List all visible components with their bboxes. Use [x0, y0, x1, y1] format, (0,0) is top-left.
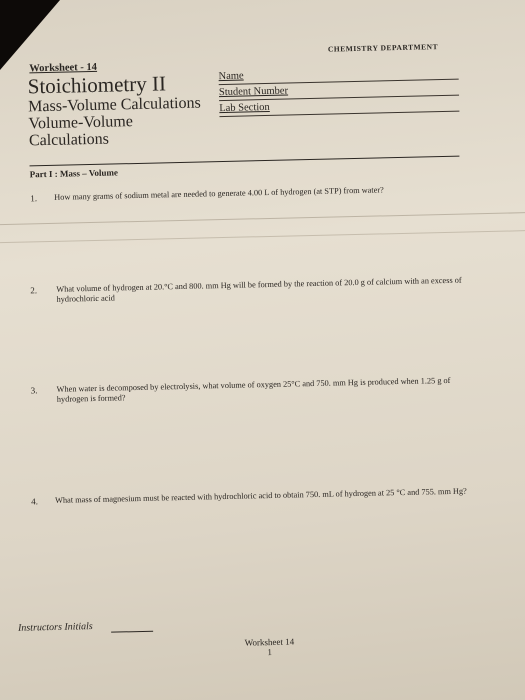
student-number-label: Student Number: [218, 85, 289, 99]
question-text: How many grams of sodium metal are needed to generate 4.00 L of hydrogen (at STP) from water?: [54, 185, 384, 202]
page-number: 1: [267, 647, 272, 658]
subtitle-line-2: Volume-Volume: [28, 113, 134, 133]
question-text: What mass of magnesium must be reacted with hydrochloric acid to obtain 750. mL of hydrogen at 25 °C and 755. mm Hg?: [55, 486, 467, 505]
question-number: 3.: [30, 385, 38, 396]
instructors-initials-line[interactable]: [111, 631, 153, 633]
question-number: 4.: [31, 496, 39, 507]
corner-shadow: [0, 0, 60, 70]
name-field-line[interactable]: [219, 79, 459, 85]
footer-sheet-label: [234, 636, 304, 658]
worksheet-number: Worksheet - 14: [29, 61, 98, 75]
subtitle-line-3: Calculations: [28, 130, 110, 150]
page-fold-line: [0, 230, 525, 244]
page-fold-line: [0, 212, 525, 226]
question-number: 1.: [30, 193, 38, 204]
page-title: Stoichiometry II: [27, 71, 167, 99]
part-heading: Part I : Mass – Volume: [29, 167, 119, 180]
question-text: When water is decomposed by electrolysis, what volume of oxygen 25°C and 750. mm Hg is produced when 1.25 g of hydrogen is formed?: [56, 375, 451, 404]
subtitle-line-1: Mass-Volume Calculations: [28, 94, 201, 116]
instructors-initials-label: Instructors Initials: [17, 621, 93, 634]
name-label: Name: [218, 70, 244, 83]
question-text: What volume of hydrogen at 20.°C and 800. mm Hg will be formed by the reaction of 20.0 g of calcium with an excess of hydrochloric acid: [56, 275, 462, 304]
question-number: 2.: [30, 285, 38, 296]
part-divider: [30, 156, 460, 167]
lab-section-label: Lab Section: [219, 101, 270, 115]
department-label: CHEMISTRY DEPARTMENT: [327, 42, 439, 54]
footer-worksheet-text: Worksheet 14: [244, 636, 295, 648]
